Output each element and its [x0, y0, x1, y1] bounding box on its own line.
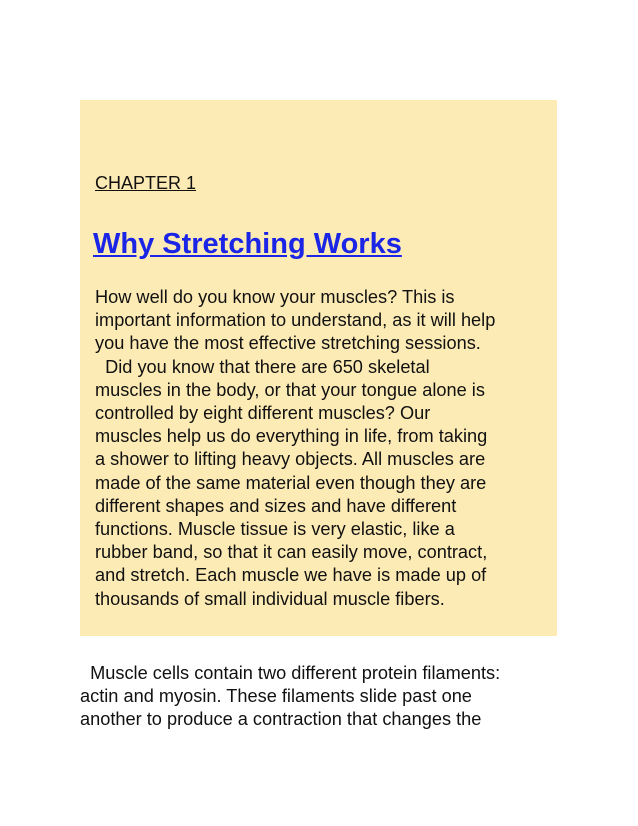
text-line: and stretch. Each muscle we have is made up of [95, 565, 487, 586]
chapter-title[interactable]: Why Stretching Works [93, 228, 402, 260]
text-line: rubber band, so that it can easily move, contract, [95, 542, 488, 563]
text-line: actin and myosin. These filaments slide past one [80, 686, 472, 707]
text-line: different shapes and sizes and have different [95, 495, 457, 516]
text-line: functions. Muscle tissue is very elastic, like a [95, 519, 455, 540]
text-line: thousands of small individual muscle fibers. [95, 588, 445, 609]
chapter-label: CHAPTER 1 [95, 173, 197, 193]
text-line: muscles help us do everything in life, from taking [95, 426, 488, 447]
text-line: Muscle cells contain two different protein filaments: [80, 663, 501, 683]
text-line: important information to understand, as it will help [95, 310, 496, 331]
intro-paragraph [95, 286, 555, 611]
text-line: Did you know that there are 650 skeletal [95, 356, 430, 377]
text-line: you have the most effective stretching sessions. [95, 333, 481, 354]
text-line: made of the same material even though they are [95, 472, 487, 493]
text-line: another to produce a contraction that changes the [80, 709, 482, 730]
text-line: controlled by eight different muscles? Our [95, 403, 431, 424]
body-paragraph [80, 662, 630, 732]
text-line: a shower to lifting heavy objects. All muscles are [95, 449, 486, 470]
text-line: muscles in the body, or that your tongue alone is [95, 379, 485, 400]
text-line: How well do you know your muscles? This is [95, 287, 455, 307]
